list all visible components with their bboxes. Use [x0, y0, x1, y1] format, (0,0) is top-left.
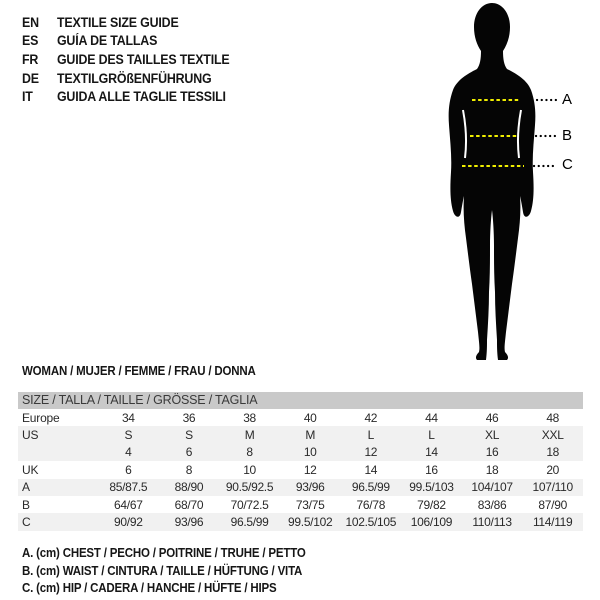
lang-row-es	[22, 32, 229, 51]
table-cell: 102.5/105	[345, 515, 397, 530]
table-row-uk	[18, 461, 583, 478]
table-cell: 64/67	[114, 497, 143, 512]
legend-chest: A. (cm) CHEST / PECHO / POITRINE / TRUHE / PETTO	[22, 546, 306, 560]
table-cell: 16	[425, 462, 438, 477]
measurement-legend	[22, 545, 330, 598]
size-table	[18, 392, 583, 531]
table-cell: 107/110	[532, 480, 573, 495]
section-title: WOMAN / MUJER / FEMME / FRAU / DONNA	[22, 364, 256, 378]
woman-figure	[420, 0, 600, 365]
table-cell: 99.5/102	[288, 515, 333, 530]
table-cell: 96.5/99	[351, 480, 390, 495]
silhouette-body	[449, 3, 536, 360]
table-cell: 4	[125, 445, 132, 460]
table-row-waist	[18, 496, 583, 513]
table-cell: 38	[243, 410, 256, 425]
lang-code: EN	[22, 14, 39, 30]
lang-code: DE	[22, 70, 39, 86]
table-cell: 96.5/99	[230, 515, 269, 530]
lang-row-en	[22, 13, 229, 32]
table-cell: 87/90	[538, 497, 567, 512]
row-label: B	[22, 497, 30, 512]
table-cell: 88/90	[174, 480, 204, 495]
woman-silhouette	[420, 0, 600, 365]
table-row-hip	[18, 513, 583, 530]
lang-code: ES	[22, 33, 39, 49]
table-cell: 79/82	[417, 497, 446, 512]
table-cell: XXL	[541, 428, 564, 443]
table-cell: M	[244, 428, 255, 443]
table-cell: 42	[364, 410, 378, 425]
table-cell: 20	[546, 462, 560, 477]
row-label: Europe	[22, 410, 60, 425]
table-cell: L	[367, 428, 374, 443]
table-cell: 90/92	[114, 515, 143, 530]
table-cell: 14	[364, 462, 378, 477]
table-cell: 6	[185, 445, 193, 460]
table-cell: 90.5/92.5	[225, 480, 274, 495]
lang-label: GUIDA ALLE TAGLIE TESSILI	[56, 89, 226, 105]
legend-hip: C. (cm) HIP / CADERA / HANCHE / HÜFTE / HIPS	[22, 581, 277, 596]
table-cell: 18	[485, 462, 499, 477]
table-cell: 8	[246, 445, 253, 460]
table-cell: 8	[185, 462, 193, 477]
table-cell: 12	[303, 462, 317, 477]
row-label: UK	[22, 462, 39, 477]
table-header: SIZE / TALLA / TAILLE / GRÖSSE / TAGLIA	[18, 392, 583, 409]
table-cell: 104/107	[471, 480, 513, 495]
table-cell: S	[124, 428, 133, 443]
lang-code: FR	[22, 51, 39, 67]
table-cell: 73/75	[295, 497, 325, 512]
table-cell: 106/109	[410, 515, 453, 530]
table-cell: 18	[546, 445, 560, 460]
row-label: A	[22, 480, 30, 495]
chest-label: A	[562, 91, 573, 108]
table-cell: 12	[364, 445, 378, 460]
table-cell: 36	[182, 410, 196, 425]
table-cell: 10	[243, 462, 256, 477]
table-cell: 83/86	[477, 497, 507, 512]
table-cell: XL	[485, 428, 500, 443]
table-cell: 10	[303, 445, 317, 460]
hip-label: C	[562, 156, 573, 173]
lang-code: IT	[22, 89, 33, 105]
table-cell: 76/78	[356, 497, 386, 512]
table-row-us-letters	[18, 426, 583, 443]
table-cell: L	[428, 428, 435, 443]
table-cell: 44	[425, 410, 438, 425]
table-row-chest	[18, 479, 583, 496]
table-cell: 48	[546, 410, 560, 425]
table-cell: 93/96	[295, 480, 325, 495]
table-cell: 14	[425, 445, 438, 460]
table-cell: S	[185, 428, 193, 443]
lang-label: TEXTILGRÖßENFÜHRUNG	[56, 70, 212, 86]
language-list	[22, 13, 248, 106]
lang-label: GUÍA DE TALLAS	[56, 33, 158, 49]
legend-waist: B. (cm) WAIST / CINTURA / TAILLE / HÜFTUNG / VITA	[22, 563, 303, 578]
table-cell: 114/119	[532, 515, 573, 530]
table-cell: 85/87.5	[109, 480, 148, 495]
table-cell: 93/96	[174, 515, 204, 530]
table-cell: 70/72.5	[230, 497, 269, 512]
table-cell: 46	[485, 410, 499, 425]
row-label: C	[22, 515, 31, 530]
table-cell: M	[305, 428, 316, 443]
lang-row-fr	[22, 50, 229, 69]
lang-row-de	[22, 69, 229, 88]
table-cell: 16	[485, 445, 499, 460]
lang-label: TEXTILE SIZE GUIDE	[56, 14, 179, 30]
table-cell: 110/113	[472, 515, 512, 530]
table-cell: 6	[125, 462, 132, 477]
table-row-us-numbers	[18, 444, 583, 461]
lang-row-it	[22, 87, 229, 106]
table-cell: 40	[303, 410, 317, 425]
table-cell: 34	[121, 410, 135, 425]
table-cell: 68/70	[174, 497, 204, 512]
table-cell: 99.5/103	[409, 480, 454, 495]
table-row-europe	[18, 409, 583, 426]
row-label: US	[22, 428, 39, 443]
waist-label: B	[562, 127, 573, 144]
lang-label: GUIDE DES TAILLES TEXTILE	[56, 51, 230, 67]
